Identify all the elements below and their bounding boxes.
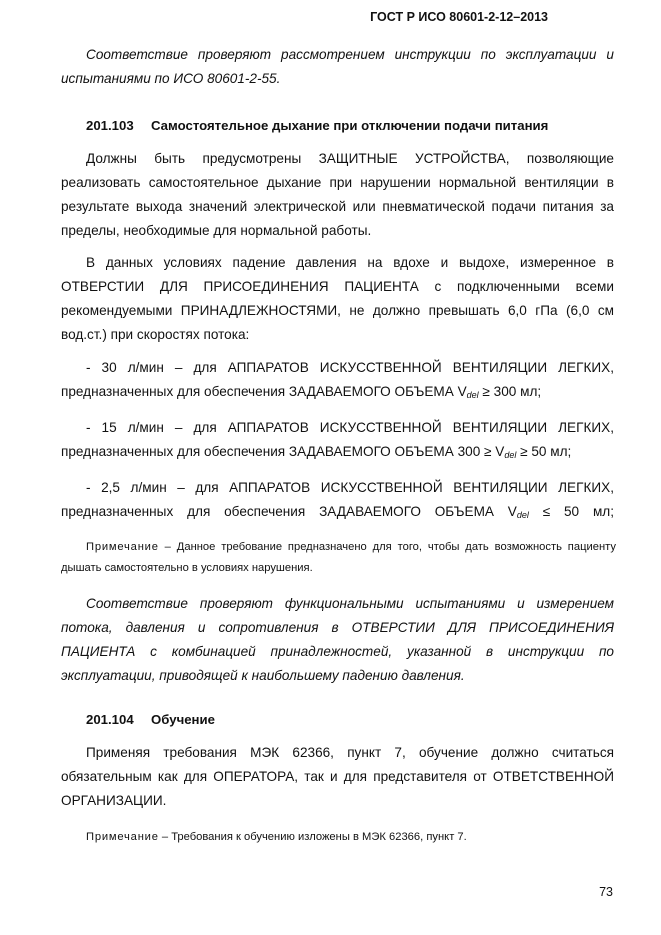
text-line: реализовать самостоятельное дыхание при нарушении нормальной вентиляции в [61, 175, 614, 190]
note-line: дышать самостоятельно в условиях нарушения. [61, 562, 313, 574]
text-line: ОТВЕРСТИИ ДЛЯ ПРИСОЕДИНЕНИЯ ПАЦИЕНТА с подключенными всеми [61, 279, 614, 294]
text-line: потока, давления и сопротивления в ОТВЕРСТИИ ДЛЯ ПРИСОЕДИНЕНИЯ [61, 620, 614, 635]
document-id: ГОСТ Р ИСО 80601-2-12–2013 [370, 10, 548, 24]
list-item-flow-30 [61, 356, 614, 404]
section-number: 201.103 [86, 118, 134, 133]
text-line: - 15 л/мин – для АППАРАТОВ ИСКУССТВЕННОЙ ВЕНТИЛЯЦИИ ЛЕГКИХ, [86, 420, 614, 435]
note-training [61, 827, 616, 848]
list-item-flow-2-5 [61, 476, 614, 524]
text-line: Соответствие проверяют функциональными испытаниями и измерением [86, 596, 614, 611]
section-heading-201-103 [86, 118, 548, 133]
text-line: предназначенных для обеспечения ЗАДАВАЕМОГО ОБЪЕМА $300 \ge V_{del} \ge 50$ мл; [61, 444, 572, 460]
text-line: ПАЦИЕНТА с комбинацией принадлежностей, указанной в инструкции по [61, 644, 614, 659]
text-line: - 30 л/мин – для АППАРАТОВ ИСКУССТВЕННОЙ ВЕНТИЛЯЦИИ ЛЕГКИХ, [86, 360, 614, 375]
text-line: Применяя требования МЭК 62366, пункт 7, обучение должно считаться [86, 745, 614, 760]
text-line: результате выхода значений электрической или пневматической подачи питания за [61, 199, 614, 214]
text-line: ОРГАНИЗАЦИИ. [61, 793, 167, 808]
check-paragraph-functional-tests [61, 592, 614, 688]
paragraph-protective-devices [61, 147, 614, 243]
page-number: 73 [599, 885, 613, 899]
paragraph-training [61, 741, 614, 813]
text-line: Соответствие проверяют рассмотрением инструкции по эксплуатации и [86, 47, 614, 62]
section-heading-201-104 [86, 712, 215, 727]
section-number: 201.104 [86, 712, 134, 727]
text-line: вод.ст.) при скоростях потока: [61, 327, 250, 342]
text-line: предназначенных для обеспечения ЗАДАВАЕМОГО ОБЪЕМА $V_{del} \ge 300$ мл; [61, 384, 542, 400]
note-spontaneous-breathing [61, 537, 616, 579]
section-title: Обучение [151, 712, 215, 727]
text-line: пределы, необходимые для нормальной работы. [61, 223, 372, 238]
note-line: Примечание – Требования к обучению изложены в МЭК 62366, пункт 7. [86, 831, 467, 843]
text-line: Должны быть предусмотрены ЗАЩИТНЫЕ УСТРОЙСТВА, позволяющие [86, 151, 614, 166]
list-item-flow-15 [61, 416, 614, 464]
paragraph-pressure-drop [61, 251, 614, 347]
text-line: - 2,5 л/мин – для АППАРАТОВ ИСКУССТВЕННОЙ ВЕНТИЛЯЦИИ ЛЕГКИХ, [86, 480, 614, 495]
intro-check-paragraph [61, 43, 614, 91]
text-line: В данных условиях падение давления на вдохе и выдохе, измеренное в [86, 255, 614, 270]
text-line: испытаниями по ИСО 80601-2-55. [61, 71, 281, 86]
section-title: Самостоятельное дыхание при отключении подачи питания [151, 118, 549, 133]
note-line: Примечание – Данное требование предназначено для того, чтобы дать возможность пациенту [86, 541, 616, 553]
text-line: обязательным как для ОПЕРАТОРА, так и для представителя от ОТВЕТСТВЕННОЙ [61, 769, 614, 784]
text-line: рекомендуемыми ПРИНАДЛЕЖНОСТЯМИ, не должно превышать 6,0 гПа (6,0 см [61, 303, 614, 318]
text-line: предназначенных для обеспечения ЗАДАВАЕМОГО ОБЪЕМА $V_{del} \le 50$ мл; [61, 504, 614, 520]
text-line: эксплуатации, приводящей к наибольшему падению давления. [61, 668, 465, 683]
